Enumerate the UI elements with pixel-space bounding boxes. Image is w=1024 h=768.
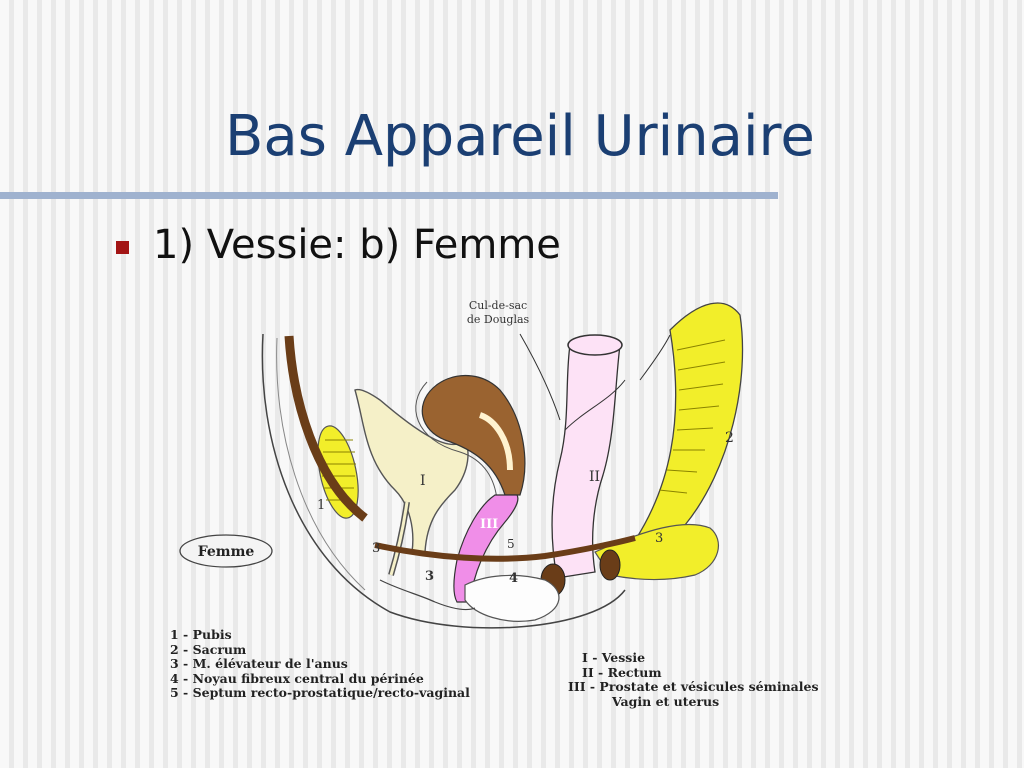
callout-line-1: Cul-de-sac xyxy=(468,299,528,312)
pelvic-anatomy-diagram xyxy=(165,290,785,630)
sacrum xyxy=(630,303,743,549)
legend-item: 3 - M. élévateur de l'anus xyxy=(170,656,348,671)
slide-title: Bas Appareil Urinaire xyxy=(225,104,815,169)
douglas-pointer xyxy=(520,334,560,420)
legend-item: III - Prostate et vésicules séminales xyxy=(568,679,819,694)
label-septum: 5 xyxy=(507,537,515,551)
label-rectum: II xyxy=(589,469,601,485)
legend-right xyxy=(568,651,819,709)
femme-badge: Femme xyxy=(197,544,255,560)
title-divider xyxy=(0,192,778,199)
legend-left xyxy=(170,628,470,701)
rectum-opening xyxy=(568,335,622,355)
legend-item: 5 - Septum recto-prostatique/recto-vaginal xyxy=(170,685,470,700)
legend-item: II - Rectum xyxy=(582,664,662,680)
urethra-core xyxy=(391,502,407,575)
bullet-item xyxy=(116,222,561,268)
label-uterus-vagina: III xyxy=(480,517,499,532)
legend-item: 2 - Sacrum xyxy=(170,641,247,657)
legend-item: Vagin et uterus xyxy=(612,693,720,709)
label-pubis: 1 xyxy=(317,498,326,513)
label-bladder: I xyxy=(420,473,426,489)
label-levator-right: 3 xyxy=(655,531,664,546)
label-sacrum: 2 xyxy=(725,430,734,446)
label-perineal-bottom: 3 xyxy=(425,569,435,584)
label-levator-left: 3 xyxy=(372,541,381,556)
legend-item: I - Vessie xyxy=(582,650,646,665)
bullet-text: 1) Vessie: b) Femme xyxy=(153,222,561,268)
square-bullet-icon xyxy=(116,241,129,254)
legend-item: 1 - Pubis xyxy=(170,627,232,642)
label-perineal-body: 4 xyxy=(509,571,519,586)
anal-sphincter-right xyxy=(600,550,620,580)
legend-item: 4 - Noyau fibreux central du périnée xyxy=(170,670,424,686)
callout-line-2: de Douglas xyxy=(466,313,530,326)
rectum-pointer xyxy=(640,335,670,380)
